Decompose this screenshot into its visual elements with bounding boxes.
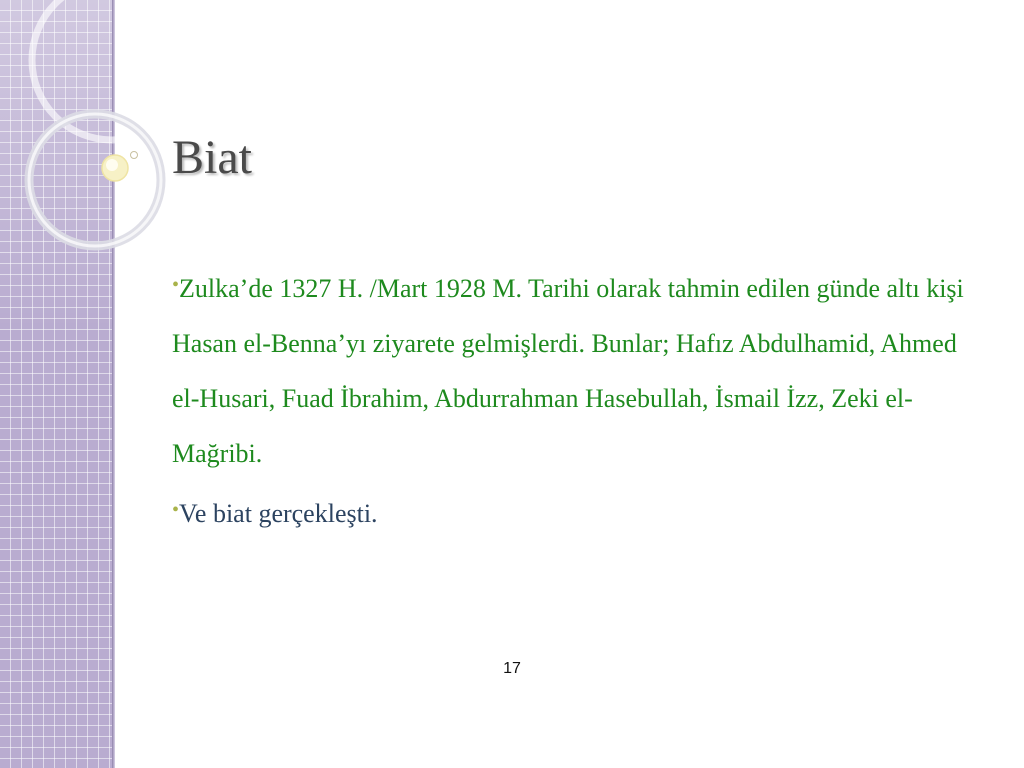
bullet-item-1 [172,258,987,481]
bullet-text-1: Zulka’de 1327 H. /Mart 1928 M. Tarihi olarak tahmin edilen günde altı kişi Hasan el-Benna’yı ziyarete gelmişlerdi. Bunlar; Hafız Abdulhamid, Ahmed el-Husari, Fuad İbrahim, Abdurrahman Hasebullah, İsmail İzz, Zeki el-Mağribi. [172,274,964,468]
decorative-rings [0,0,200,300]
decorative-dot-shine [106,159,118,171]
slide-body [172,258,987,543]
slide-title: Biat [172,131,252,184]
bullet-text-2: Ve biat gerçekleşti. [179,499,378,528]
decorative-dot-small [131,152,138,159]
bullet-marker: • [172,274,180,296]
page-number: 17 [503,660,521,677]
decorative-ring-highlight [29,114,161,246]
bullet-item-2 [172,483,987,541]
bullet-marker: • [172,499,180,521]
